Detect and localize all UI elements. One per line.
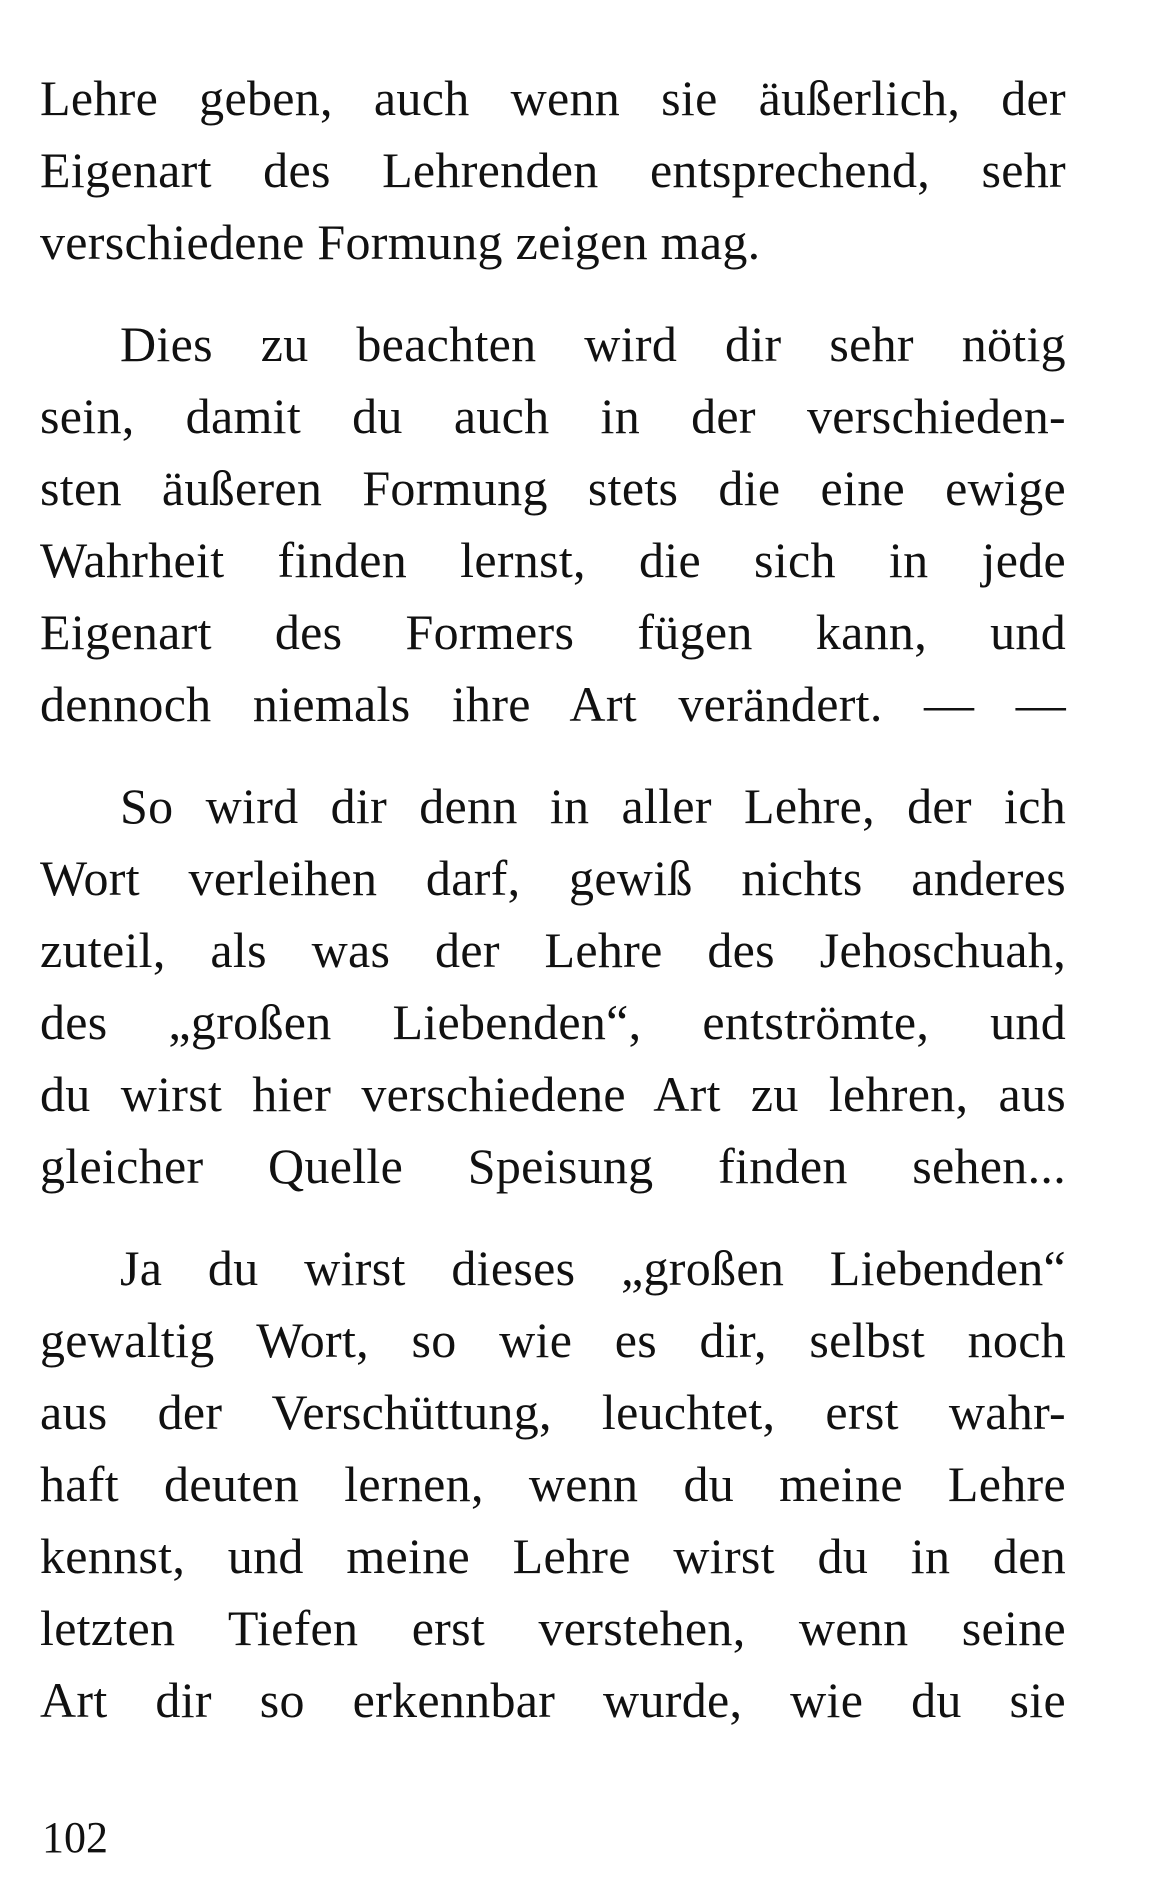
text-line: sein, damit du auch in der verschieden- <box>40 388 1066 444</box>
paragraph-2 <box>40 308 1066 740</box>
text-line: So wird dir denn in aller Lehre, der ich <box>120 778 1066 834</box>
paragraph-3 <box>40 770 1066 1202</box>
text-line: aus der Verschüttung, leuchtet, erst wahr- <box>40 1384 1066 1440</box>
text-line: Art dir so erkennbar wurde, wie du sie <box>40 1672 1066 1728</box>
text-line: du wirst hier verschiedene Art zu lehren, aus <box>40 1066 1066 1122</box>
text-line: Ja du wirst dieses „großen Liebenden“ <box>120 1240 1066 1296</box>
text-line: dennoch niemals ihre Art verändert. — — <box>40 676 1066 732</box>
text-line: verschiedene Formung zeigen mag. <box>40 214 761 270</box>
text-line: haft deuten lernen, wenn du meine Lehre <box>40 1456 1066 1512</box>
text-line: Eigenart des Formers fügen kann, und <box>40 604 1066 660</box>
text-line: Wahrheit finden lernst, die sich in jede <box>40 532 1066 588</box>
text-line: Eigenart des Lehrenden entsprechend, sehr <box>40 142 1066 198</box>
text-line: gleicher Quelle Speisung finden sehen... <box>40 1138 1066 1194</box>
text-line: sten äußeren Formung stets die eine ewige <box>40 460 1066 516</box>
text-line: zuteil, als was der Lehre des Jehoschuah, <box>40 922 1066 978</box>
text-line: kennst, und meine Lehre wirst du in den <box>40 1528 1066 1584</box>
paragraph-4 <box>40 1232 1066 1736</box>
text-line: des „großen Liebenden“, entströmte, und <box>40 994 1066 1050</box>
page-body <box>40 62 1066 1766</box>
text-line: letzten Tiefen erst verstehen, wenn seine <box>40 1600 1066 1656</box>
paragraph-1 <box>40 62 1066 278</box>
text-line: Dies zu beachten wird dir sehr nötig <box>120 316 1066 372</box>
page-number: 102 <box>42 1813 108 1862</box>
text-line: Lehre geben, auch wenn sie äußerlich, der <box>40 70 1066 126</box>
text-line: gewaltig Wort, so wie es dir, selbst noch <box>40 1312 1066 1368</box>
text-line: Wort verleihen darf, gewiß nichts anderes <box>40 850 1066 906</box>
